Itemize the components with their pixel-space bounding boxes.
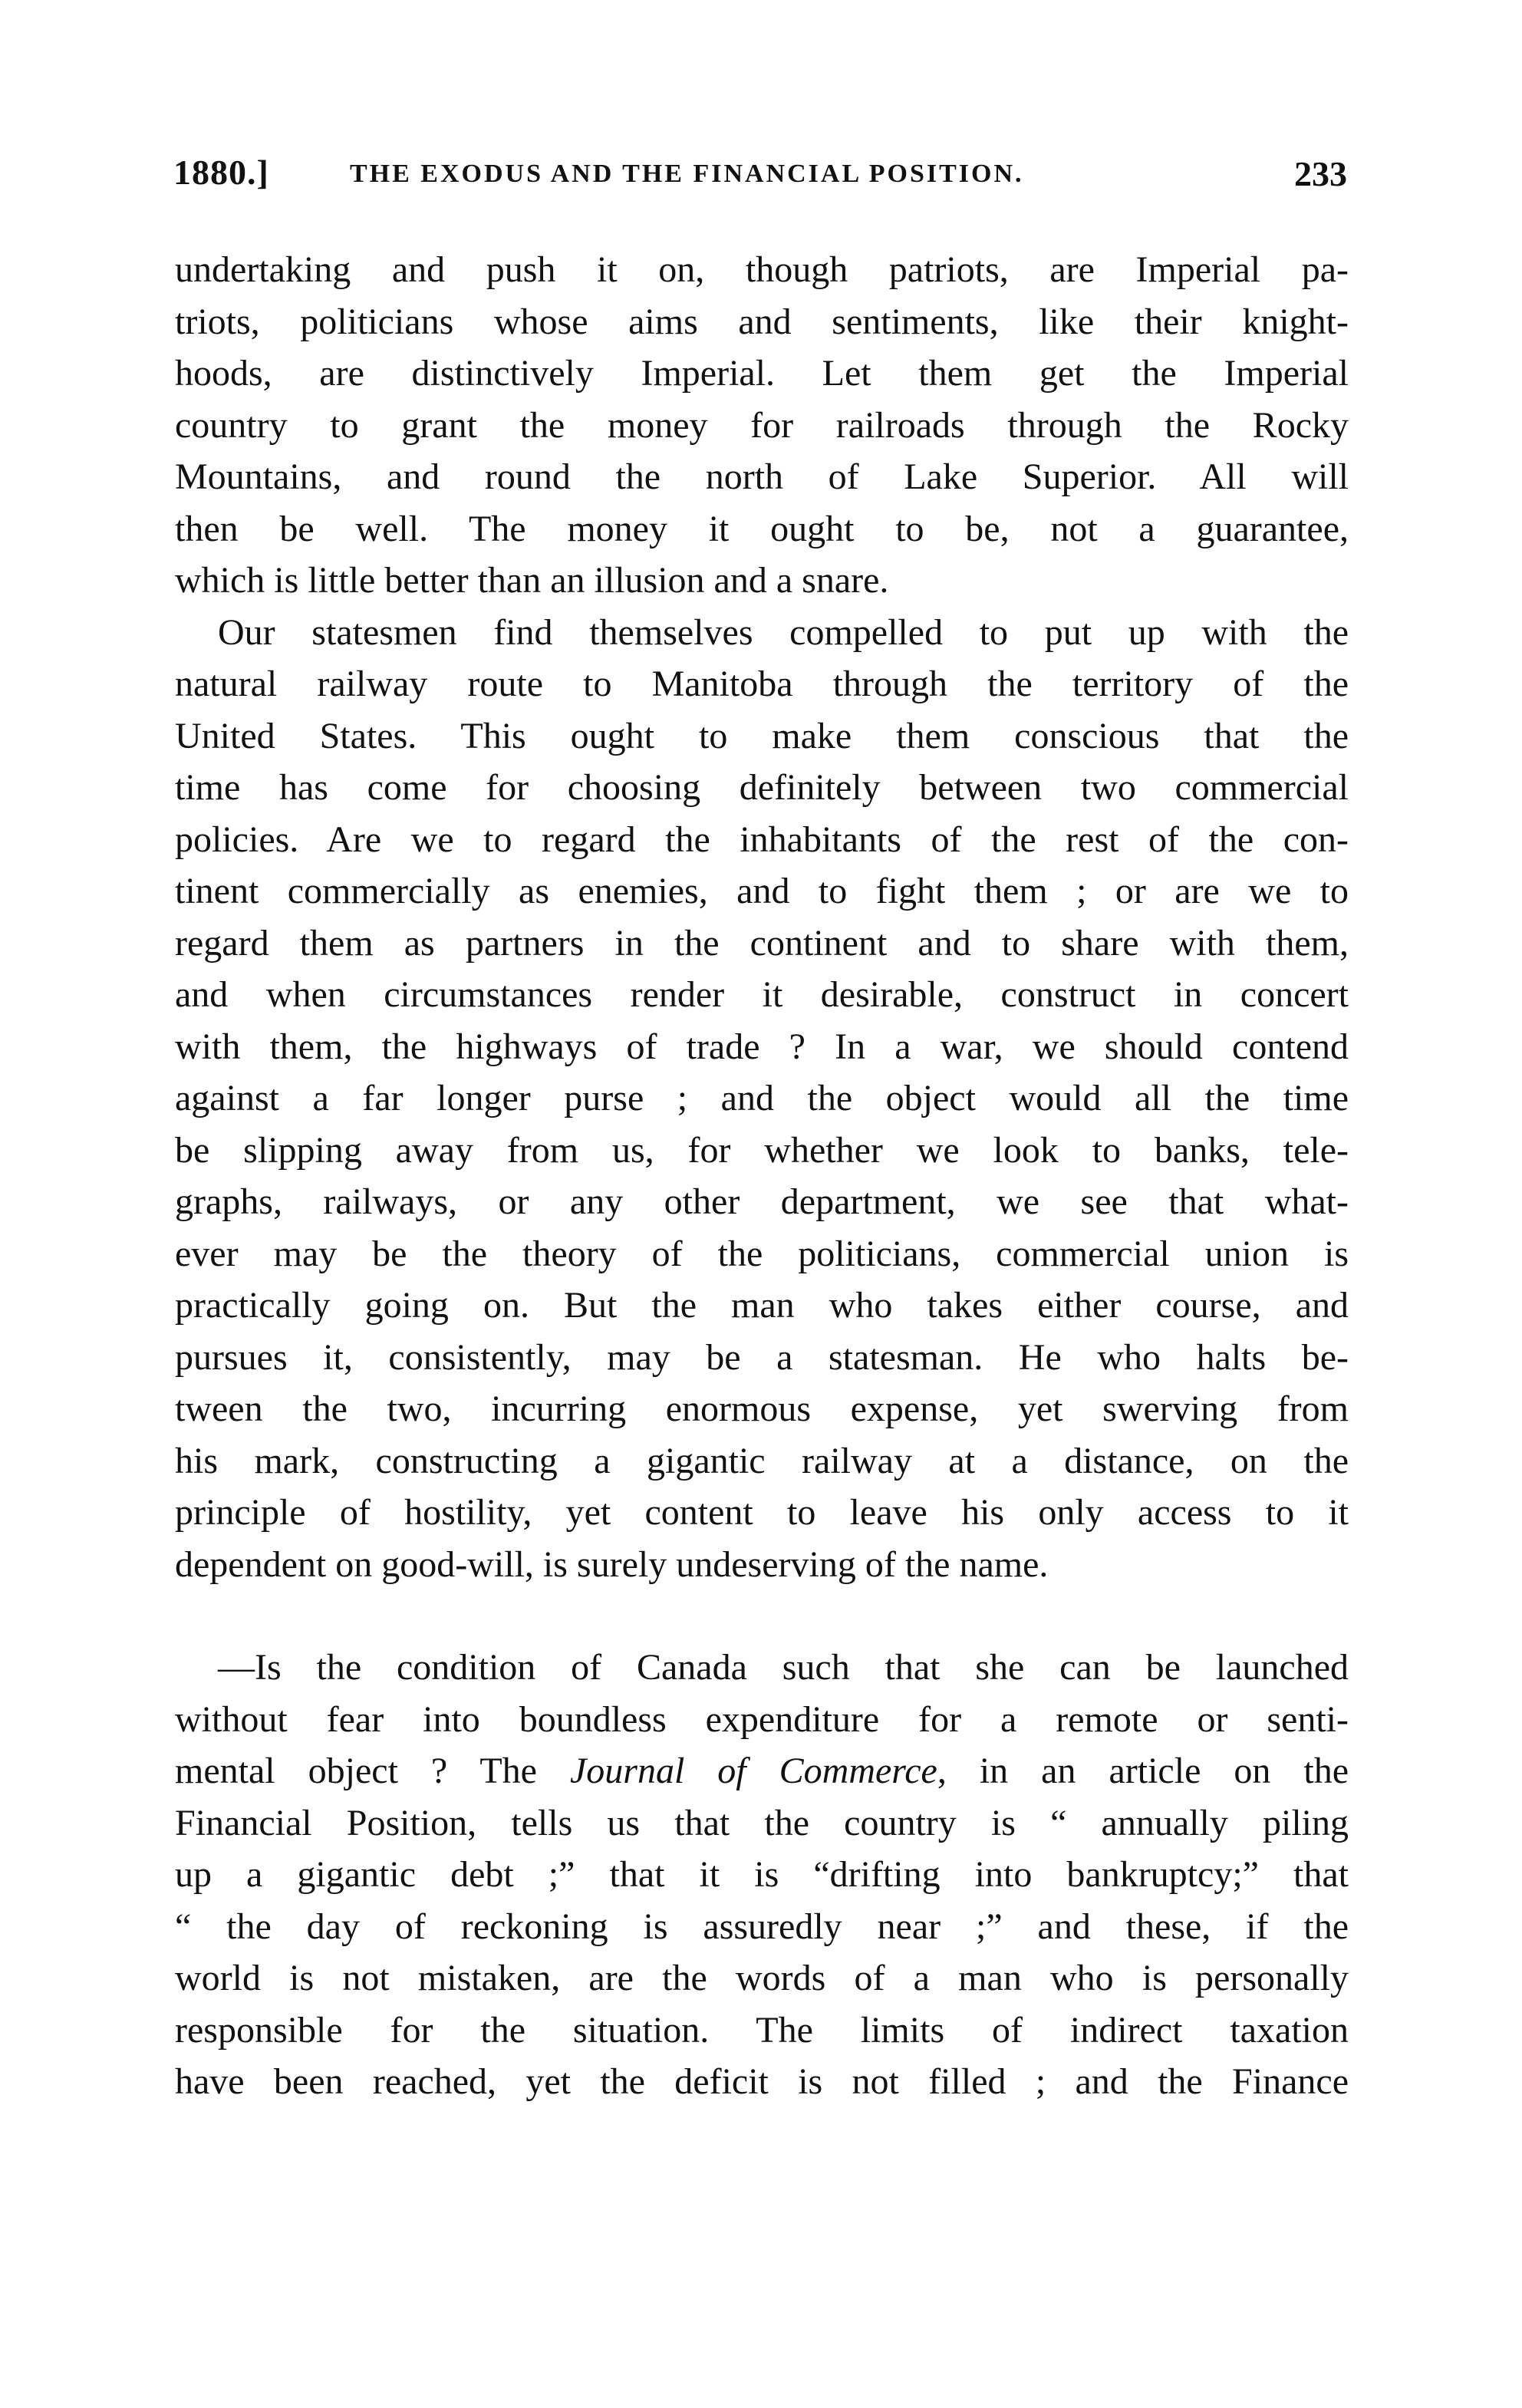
text-line: principle of hostility, yet content to leave his only access to it <box>175 1492 1349 1533</box>
text-line: then be well. The money it ought to be, not a guarantee, <box>175 508 1349 549</box>
text-line: world is not mistaken, are the words of a man who is personally <box>175 1958 1349 1998</box>
text-line: undertaking and push it on, though patriots, are Imperial pa- <box>175 249 1349 290</box>
text-line: —Is the condition of Canada such that she can be launched <box>218 1647 1349 1688</box>
header-year: 1880.] <box>173 153 269 192</box>
text-line: practically going on. But the man who takes either course, and <box>175 1285 1349 1326</box>
text-line: against a far longer purse ; and the object would all the time <box>175 1078 1349 1118</box>
text-line: Our statesmen find themselves compelled to put up with the <box>218 611 1349 653</box>
text-line: Mountains, and round the north of Lake Superior. All will <box>175 456 1349 497</box>
paragraph-3 <box>175 1642 1349 2108</box>
text-line: tween the two, incurring enormous expense, yet swerving from <box>175 1388 1349 1429</box>
text-line: with them, the highways of trade ? In a war, we should contend <box>175 1026 1349 1067</box>
body-text <box>175 244 1349 2108</box>
text-line: responsible for the situation. The limits of indirect taxation <box>175 2009 1349 2051</box>
running-header <box>173 152 1347 198</box>
text-line: “ the day of reckoning is assuredly near ;” and these, if the <box>175 1906 1349 1947</box>
text-line: ever may be the theory of the politicians, commercial union is <box>175 1233 1349 1274</box>
text-line: country to grant the money for railroads through the Rocky <box>175 404 1349 446</box>
text-line: tinent commercially as enemies, and to fight them ; or are we to <box>175 871 1349 911</box>
text-line: mental object ? The Journal of Commerce, in an article on the <box>175 1751 1349 1791</box>
text-line: which is little better than an illusion and a snare. <box>175 560 889 601</box>
text-line: policies. Are we to regard the inhabitants of the rest of the con- <box>175 819 1349 860</box>
paragraph-2 <box>175 607 1349 1591</box>
text-line: natural railway route to Manitoba through the territory of the <box>175 664 1349 704</box>
section-gap <box>175 1590 1349 1642</box>
text-line: and when circumstances render it desirable, construct in concert <box>175 974 1349 1015</box>
text-line: up a gigantic debt ;” that it is “drifting into bankruptcy;” that <box>175 1854 1349 1895</box>
text-line: triots, politicians whose aims and sentiments, like their knight- <box>175 301 1349 342</box>
header-title: THE EXODUS AND THE FINANCIAL POSITION. <box>350 160 1024 188</box>
text-line: regard them as partners in the continent and to share with them, <box>175 922 1349 964</box>
text-line: time has come for choosing definitely between two commercial <box>175 767 1349 808</box>
text-line: dependent on good-will, is surely undeserving of the name. <box>175 1543 1049 1585</box>
text-line: without fear into boundless expenditure for a remote or senti- <box>175 1698 1349 1740</box>
page-number: 233 <box>1294 154 1347 193</box>
periodical-title: Journal of Commerce <box>569 1751 937 1791</box>
text-line: pursues it, consistently, may be a statesman. He who halts be- <box>175 1336 1349 1378</box>
text-line: his mark, constructing a gigantic railway at a distance, on the <box>175 1440 1349 1481</box>
text-line: be slipping away from us, for whether we look to banks, tele- <box>175 1129 1349 1171</box>
text-line: United States. This ought to make them conscious that the <box>175 715 1349 756</box>
text-line: have been reached, yet the deficit is not filled ; and the Finance <box>175 2061 1349 2102</box>
text-line: hoods, are distinctively Imperial. Let them get the Imperial <box>175 353 1349 394</box>
text-line: graphs, railways, or any other department, we see that what- <box>175 1181 1349 1222</box>
text-line: Financial Position, tells us that the country is “ annually piling <box>175 1802 1349 1843</box>
paragraph-1 <box>175 244 1349 607</box>
